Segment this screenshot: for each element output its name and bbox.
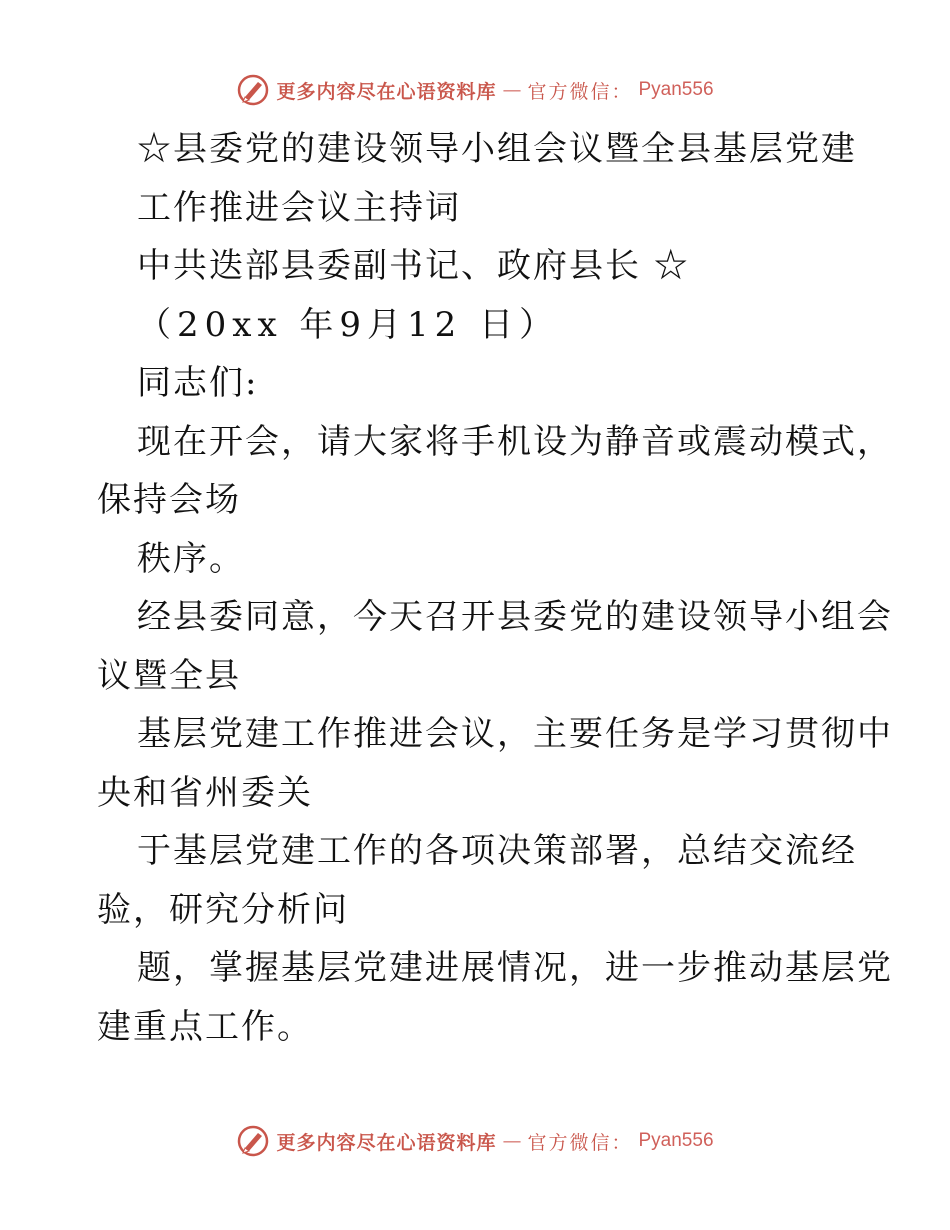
watermark-label: 官方微信： (527, 1131, 633, 1154)
watermark-label: 官方微信： (527, 80, 633, 103)
watermark-wechat-id: Pyan556 (638, 1130, 714, 1151)
paragraph-2-line-5: 于基层党建工作的各项决策部署，总结交流经 (137, 831, 857, 871)
paragraph-1-line-2: 保持会场 (97, 480, 241, 520)
paragraph-1-line-1: 现在开会，请大家将手机设为静音或震动模式， (137, 421, 893, 462)
title-line-2: 工作推进会议主持词 (137, 187, 461, 228)
header-watermark (0, 73, 950, 107)
watermark-brand: 更多内容尽在心语资料库 (276, 1131, 497, 1154)
paragraph-2-line-7: 题，掌握基层党建进展情况，进一步推动基层党 (137, 948, 893, 988)
paragraph-2-line-1: 经县委同意，今天召开县委党的建设领导小组会 (137, 597, 893, 637)
paragraph-2-line-2: 议暨全县 (97, 655, 241, 696)
watermark-wechat-id: Pyan556 (638, 79, 714, 100)
watermark-dash: — (502, 1130, 522, 1152)
speaker-line: 中共迭部县委副书记、政府县长 ☆ (137, 246, 690, 286)
date-line: （20xx 年9月12 日） (137, 304, 560, 345)
paragraph-2-line-8: 建重点工作。 (97, 1006, 313, 1047)
paragraph-1-line-3: 秩序。 (137, 538, 245, 579)
document-body (97, 120, 893, 1056)
salutation: 同志们: (137, 363, 259, 403)
footer-watermark (0, 1124, 950, 1158)
title-line-1: ☆县委党的建设领导小组会议暨全县基层党建 (137, 129, 857, 169)
pen-logo-icon (236, 73, 270, 107)
watermark-dash: — (502, 79, 522, 101)
paragraph-2-line-4: 央和省州委关 (97, 772, 313, 813)
paragraph-2-line-3: 基层党建工作推进会议，主要任务是学习贯彻中 (137, 714, 893, 754)
pen-logo-icon (236, 1124, 270, 1158)
paragraph-2-line-6: 验，研究分析问 (97, 889, 349, 930)
watermark-brand: 更多内容尽在心语资料库 (276, 80, 497, 103)
